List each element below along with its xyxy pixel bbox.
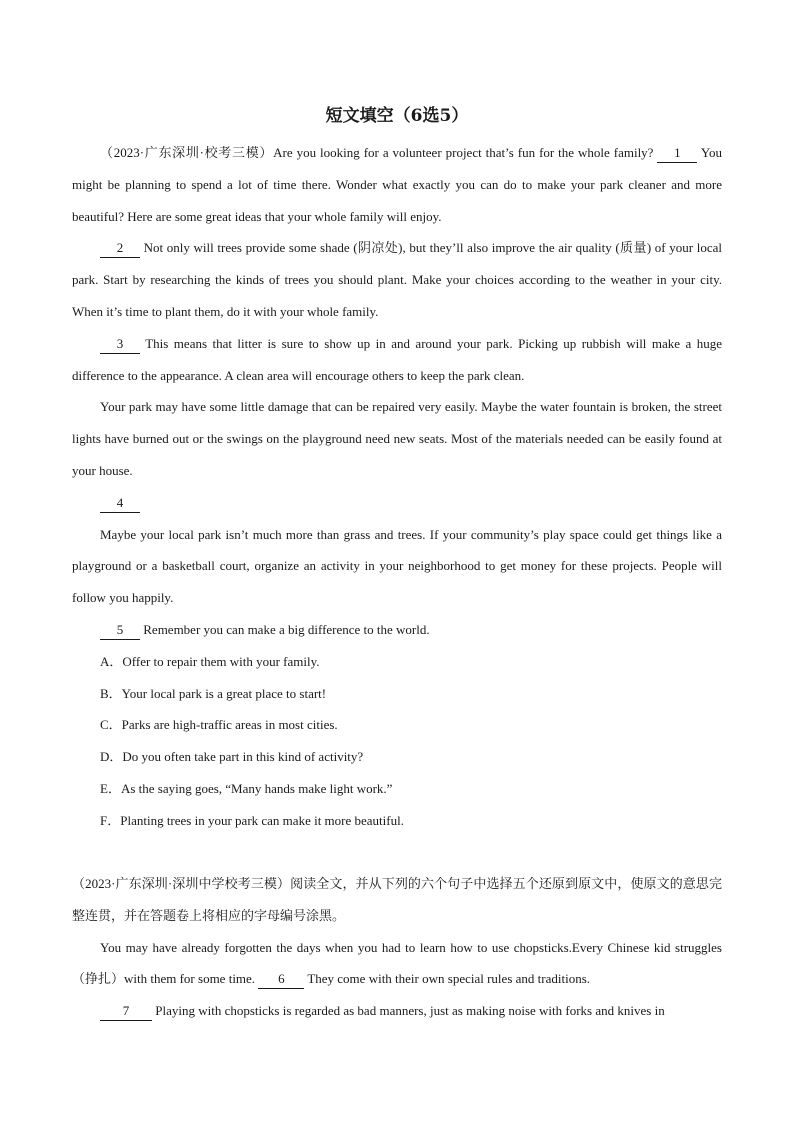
paragraph-2 — [72, 232, 722, 327]
option-b: B．Your local park is a great place to start! — [100, 685, 327, 701]
option-d: D．Do you often take part in this kind of activity? — [100, 749, 364, 765]
paragraph-3-text: This means that litter is sure to show up in and around your park. Picking up rubbish will make a huge difference to the appearance. A clean area will encourage others to keep the park clean. — [72, 335, 722, 383]
blank-2: 2 — [100, 239, 140, 258]
blank-7: 7 — [100, 1002, 152, 1021]
passage-one — [72, 137, 722, 837]
option-c: C．Parks are high-traffic areas in most cities. — [100, 717, 338, 733]
blank-3: 3 — [100, 335, 140, 354]
passage-two — [72, 868, 722, 1027]
passage-two-paragraph-2 — [72, 995, 722, 1027]
paragraph-5: Maybe your local park isn’t much more than grass and trees. If your community’s play space could get things like a playground or a basketball court, organize an activity in your neighborhood to get money for these projects. People will follow you happily. — [72, 526, 722, 606]
option-e: E．As the saying goes, “Many hands make light work.” — [100, 780, 393, 796]
option-f: F．Planting trees in your park can make it more beautiful. — [100, 812, 404, 828]
blank-4: 4 — [100, 494, 140, 513]
passage-one-intro — [72, 137, 722, 232]
intro-rest: You might be planning to spend a lot of time there. Wonder what exactly you can do to make your park cleaner and more beautiful? Here are some great ideas that your whole family will enjoy. — [72, 145, 722, 224]
passage-two-paragraph-1-a: You may have already forgotten the days when you had to learn how to use chopsticks.Every Chinese kid struggles（挣扎）with them for some time. — [72, 939, 722, 987]
option-a: A．Offer to repair them with your family. — [100, 653, 320, 669]
blank-1: 1 — [657, 144, 697, 163]
page-title: 短文填空（6选5） — [325, 106, 469, 126]
passage-two-paragraph-1-b: They come with their own special rules and traditions. — [307, 971, 591, 987]
passage-two-paragraph-2-text: Playing with chopsticks is regarded as bad manners, just as making noise with forks and knives in — [155, 1003, 665, 1019]
passage-two-intro: （2023·广东深圳·深圳中学校考三模）阅读全文，并从下列的六个句子中选择五个还原到原文中，使原文的意思完整连贯，并在答题卷上将相应的字母编号涂黑。 — [72, 876, 722, 923]
paragraph-3 — [72, 328, 722, 392]
paragraph-2-text: Not only will trees provide some shade (阴凉处), but they’ll also improve the air quality (质量) of your local park. Start by researching the kinds of trees you should plant. Make your choices according to the weather in your city. When it’s time to plant them, do it with your whole family. — [72, 240, 722, 319]
paragraph-6 — [72, 614, 722, 646]
paragraph-blank-4 — [72, 487, 722, 519]
paragraph-6-text: Remember you can make a big difference to the world. — [143, 621, 430, 637]
source-label: （2023·广东深圳·校考三模） — [100, 145, 274, 160]
intro-sentence: Are you looking for a volunteer project that’s fun for the whole family? — [273, 145, 654, 160]
paragraph-4: Your park may have some little damage that can be repaired very easily. Maybe the water fountain is broken, the street lights have burned out or the swings on the playground need new seats. Most of the materials needed can be easily found at your house. — [72, 399, 722, 478]
passage-two-paragraph-1 — [72, 932, 722, 996]
blank-5: 5 — [100, 621, 140, 640]
blank-6: 6 — [258, 970, 304, 989]
